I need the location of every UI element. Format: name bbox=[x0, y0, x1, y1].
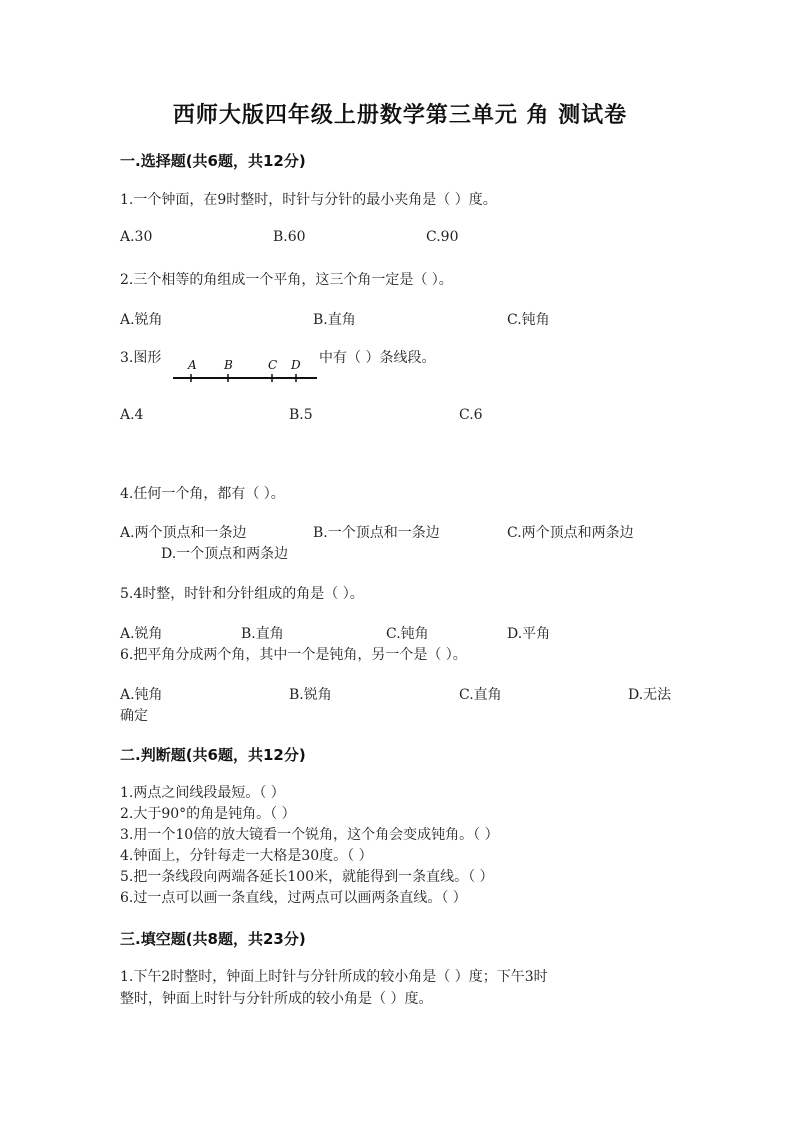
question-4-text: 4.任何一个角，都有（ ）。 bbox=[120, 486, 285, 502]
question-5-option-a: A.锐角 bbox=[120, 626, 163, 642]
question-4-option-b: B.一个顶点和一条边 bbox=[313, 525, 440, 541]
question-3-option-a: A.4 bbox=[120, 407, 144, 423]
section-heading-fill-blank: 三.填空题(共8题，共23分) bbox=[120, 930, 306, 948]
section-heading-choice: 一.选择题(共6题，共12分) bbox=[120, 152, 306, 170]
fill-blank-question-1-line-2: 整时，钟面上时针与分针所成的较小角是（ ）度。 bbox=[120, 991, 433, 1007]
question-2-text: 2.三个相等的角组成一个平角，这三个角一定是（ ）。 bbox=[120, 272, 453, 288]
point-label-d: D bbox=[291, 358, 301, 372]
question-3-option-b: B.5 bbox=[289, 407, 313, 423]
question-4-option-d: D.一个顶点和两条边 bbox=[161, 546, 289, 562]
question-1-option-a: A.30 bbox=[120, 229, 153, 245]
judgment-item: 3.用一个10倍的放大镜看一个锐角，这个角会变成钝角。（ ） bbox=[120, 827, 499, 843]
question-4-option-c: C.两个顶点和两条边 bbox=[507, 525, 634, 541]
question-5-option-b: B.直角 bbox=[241, 626, 284, 642]
judgment-item: 6.过一点可以画一条直线，过两点可以画两条直线。（ ） bbox=[120, 890, 467, 906]
question-6-option-c: C.直角 bbox=[459, 687, 502, 703]
question-3-text-after: 中有（ ）条线段。 bbox=[319, 350, 436, 366]
question-4-option-a: A.两个顶点和一条边 bbox=[120, 525, 247, 541]
question-1-option-b: B.60 bbox=[273, 229, 306, 245]
question-1-option-c: C.90 bbox=[426, 229, 459, 245]
question-1-text: 1.一个钟面，在9时整时，时针与分针的最小夹角是（ ）度。 bbox=[120, 192, 497, 208]
judgment-item: 1.两点之间线段最短。（ ） bbox=[120, 785, 285, 801]
question-2-option-a: A.锐角 bbox=[120, 312, 163, 328]
section-heading-judgment: 二.判断题(共6题，共12分) bbox=[120, 746, 306, 764]
question-5-option-d: D.平角 bbox=[507, 626, 551, 642]
question-6-option-d: D.无法 bbox=[628, 687, 672, 703]
question-3-text-before: 3.图形 bbox=[120, 350, 162, 366]
question-5-option-c: C.钝角 bbox=[386, 626, 429, 642]
question-6-text: 6.把平角分成两个角，其中一个是钝角，另一个是（ ）。 bbox=[120, 647, 467, 663]
point-label-a: A bbox=[188, 358, 197, 372]
judgment-item: 2.大于90°的角是钝角。（ ） bbox=[120, 806, 296, 822]
point-label-c: C bbox=[268, 358, 278, 372]
question-3-option-c: C.6 bbox=[459, 407, 483, 423]
question-2-option-c: C.钝角 bbox=[507, 312, 550, 328]
question-5-text: 5.4时整，时针和分针组成的角是（ ）。 bbox=[120, 586, 364, 602]
question-6-option-a: A.钝角 bbox=[120, 687, 163, 703]
question-6-option-d-continued: 确定 bbox=[120, 708, 148, 724]
point-label-b: B bbox=[224, 358, 233, 372]
page-title: 西师大版四年级上册数学第三单元 角 测试卷 bbox=[172, 103, 628, 128]
question-6-option-b: B.锐角 bbox=[289, 687, 332, 703]
fill-blank-question-1-line-1: 1.下午2时整时，钟面上时针与分针所成的较小角是（ ）度；下午3时 bbox=[120, 969, 548, 985]
judgment-item: 5.把一条线段向两端各延长100米，就能得到一条直线。（ ） bbox=[120, 869, 494, 885]
question-2-option-b: B.直角 bbox=[313, 312, 356, 328]
line-segment-figure bbox=[171, 356, 319, 384]
judgment-item: 4.钟面上，分针每走一大格是30度。（ ） bbox=[120, 848, 373, 864]
